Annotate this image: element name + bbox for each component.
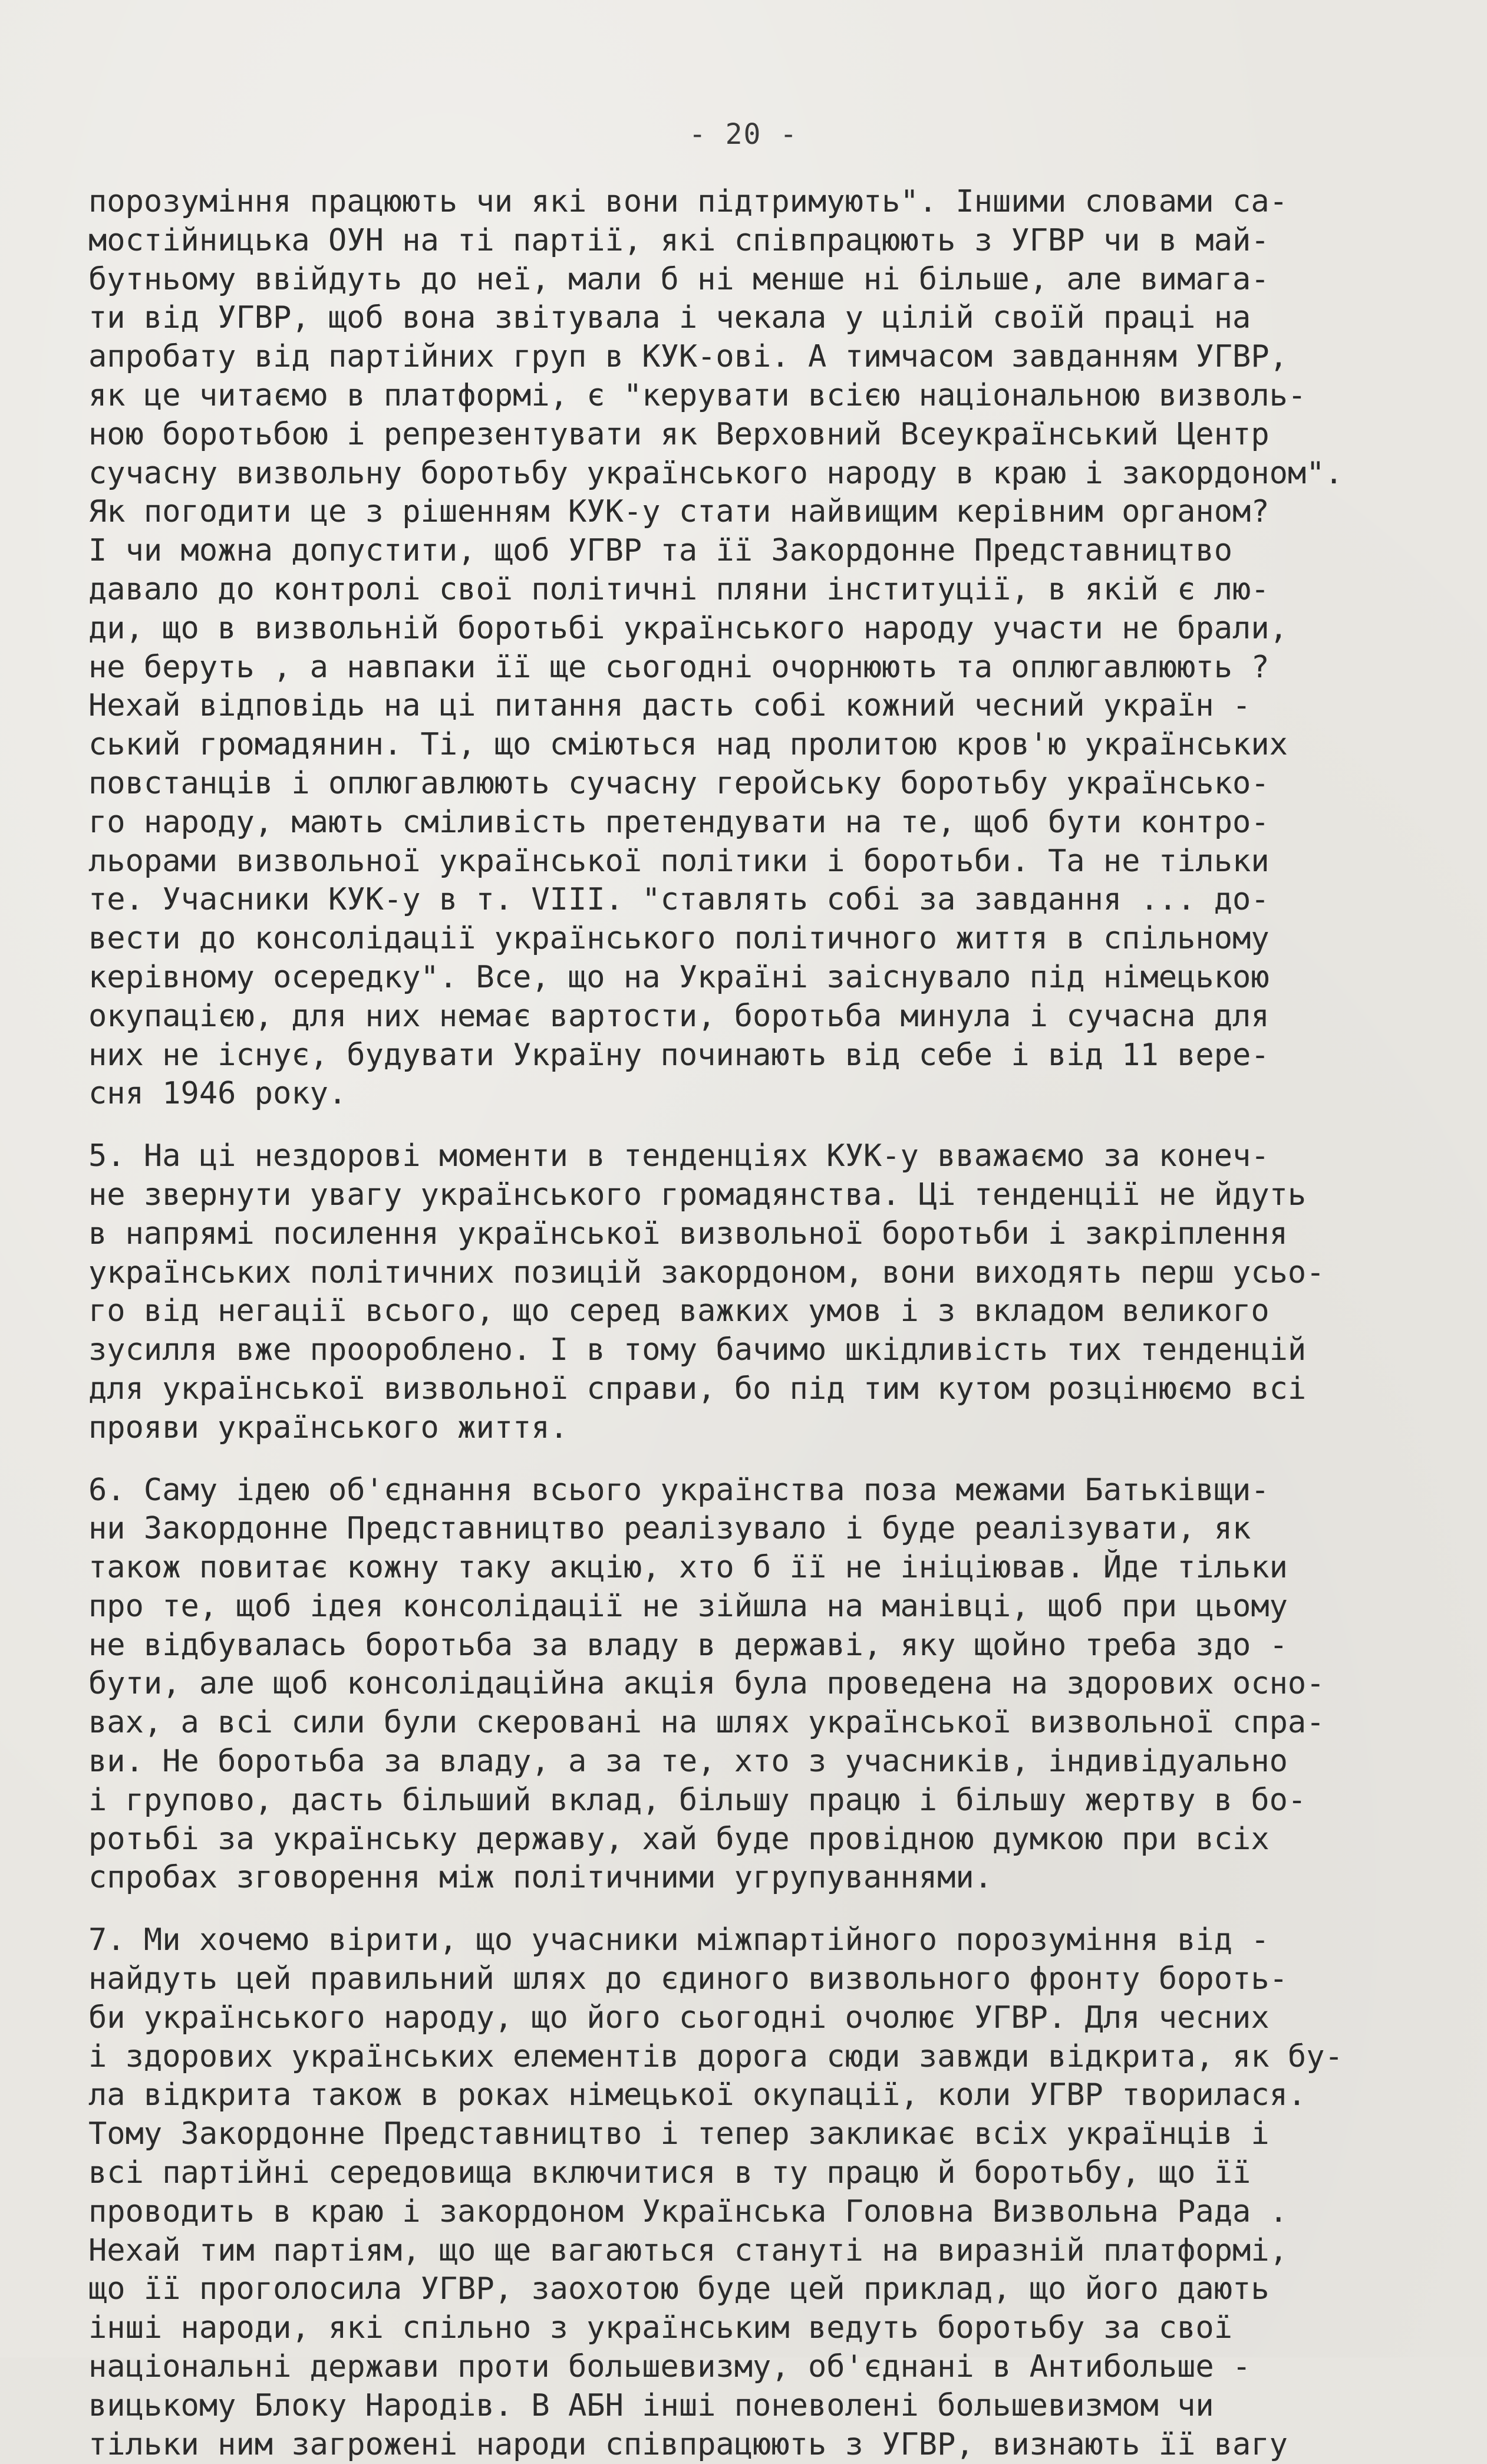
text-line: І чи можна допустити, щоб УГВР та її Закордонне Представництво — [88, 533, 1233, 569]
text-line: всі партійні середовища включитися в ту працю й боротьбу, що її — [88, 2155, 1251, 2191]
text-line: них не існує, будувати Україну починають від себе і від 11 вере- — [88, 1037, 1270, 1073]
text-line: те. Учасники КУК-у в т. VIII. "ставлять собі за завдання ... до- — [88, 882, 1270, 918]
paragraph-1 — [88, 183, 1438, 1114]
text-line: порозуміння працюють чи які вони підтримують". Іншими словами са- — [88, 184, 1288, 219]
text-line: го від негації всього, що серед важких умов і з вкладом великого — [88, 1293, 1270, 1329]
text-line: 6. Саму ідею об'єднання всього українства поза межами Батьківщи- — [88, 1472, 1270, 1508]
paragraph-gap — [88, 1448, 1438, 1471]
text-line: не звернути увагу українського громадянства. Ці тенденції не йдуть — [88, 1177, 1307, 1213]
text-line: в напрямі посилення української визвольної боротьби і закріплення — [88, 1215, 1288, 1251]
text-line: керівному осередку". Все, що на Україні заіснувало під німецькою — [88, 959, 1270, 995]
paragraph-3 — [88, 1471, 1438, 1898]
paragraph-gap — [88, 1114, 1438, 1137]
text-line: ни Закордонне Представництво реалізувало і буде реалізувати, як — [88, 1511, 1251, 1547]
text-line: ський громадянин. Ті, що сміються над пролитою кров'ю українських — [88, 727, 1288, 763]
text-line: що її проголосила УГВР, заохотою буде цей приклад, що його дають — [88, 2271, 1270, 2307]
text-line: тільки ним загрожені народи співпрацюють з УГВР, визнають її вагу — [88, 2426, 1288, 2462]
text-line: вах, а всі сили були скеровані на шлях української визвольної спра- — [88, 1705, 1325, 1741]
text-line: апробату від партійних груп в КУК-ові. А тимчасом завданням УГВР, — [88, 339, 1288, 375]
text-line: прояви українського життя. — [88, 1409, 568, 1445]
text-line: як це читаємо в платформі, є "керувати всією національною визволь- — [88, 377, 1307, 413]
text-line: ди, що в визвольній боротьбі українського народу участи не брали, — [88, 610, 1288, 646]
text-line: окупацією, для них немає вартости, боротьба минула і сучасна для — [88, 998, 1270, 1034]
text-line: і групово, дасть більший вклад, більшу працю і більшу жертву в бо- — [88, 1782, 1307, 1818]
text-line: сучасну визвольну боротьбу українського народу в краю і закордоном". — [88, 455, 1343, 491]
text-line: 7. Ми хочемо вірити, що учасники міжпартійного порозуміння від - — [88, 1922, 1270, 1958]
text-line: проводить в краю і закордоном Українська Головна Визвольна Рада . — [88, 2193, 1288, 2229]
text-line: українських політичних позицій закордоном, вони виходять перш усьо- — [88, 1254, 1325, 1290]
text-line: ти від УГВР, щоб вона звітувала і чекала у цілій своїй праці на — [88, 300, 1251, 336]
text-line: не беруть , а навпаки її ще сьогодні очорнюють та оплюгавлюють ? — [88, 649, 1270, 685]
text-line: Нехай тим партіям, що ще вагаються стануті на виразній платформі, — [88, 2232, 1288, 2268]
text-line: зусилля вже проороблено. І в тому бачимо шкідливість тих тенденцій — [88, 1332, 1307, 1368]
text-line: вицькому Блоку Народів. В АБН інші поневолені большевизмом чи — [88, 2387, 1214, 2423]
text-line: давало до контролі свої політичні пляни інституції, в якій є лю- — [88, 571, 1270, 607]
text-line: би українського народу, що його сьогодні очолює УГВР. Для чесних — [88, 1999, 1270, 2035]
text-line: повстанців і оплюгавлюють сучасну геройську боротьбу українсько- — [88, 765, 1270, 801]
text-line: також повитає кожну таку акцію, хто б її не ініціював. Йде тільки — [88, 1550, 1288, 1586]
text-line: національні держави проти большевизму, об'єднані в Антибольше - — [88, 2349, 1251, 2385]
text-line: Тому Закордонне Представництво і тепер закликає всіх українців і — [88, 2116, 1270, 2152]
text-line: сня 1946 року. — [88, 1076, 347, 1112]
text-line: і здорових українських елементів дорога сюди завжди відкрита, як бу- — [88, 2038, 1343, 2074]
text-line: ротьбі за українську державу, хай буде провідною думкою при всіх — [88, 1821, 1270, 1857]
text-line: для української визвольної справи, бо під тим кутом розцінюємо всі — [88, 1371, 1307, 1406]
text-line: не відбувалась боротьба за владу в державі, яку щойно треба здо - — [88, 1627, 1288, 1663]
text-line: льорами визвольної української політики і боротьби. Та не тільки — [88, 843, 1270, 879]
text-line: вести до консолідації українського політичного життя в спільному — [88, 921, 1270, 957]
text-line: бутньому ввійдуть до неї, мали б ні менше ні більше, але вимага- — [88, 261, 1270, 297]
text-line: Нехай відповідь на ці питання дасть собі кожний чесний україн - — [88, 688, 1251, 724]
paragraph-2 — [88, 1137, 1438, 1447]
document-body — [88, 183, 1438, 2464]
paragraph-gap — [88, 1898, 1438, 1921]
paragraph-4 — [88, 1921, 1438, 2464]
text-line: 5. На ці нездорові моменти в тенденціях КУК-у вважаємо за конеч- — [88, 1138, 1270, 1174]
text-line: мостійницька ОУН на ті партії, які співпрацюють з УГВР чи в май- — [88, 222, 1270, 258]
text-line: інші народи, які спільно з українським ведуть боротьбу за свої — [88, 2310, 1233, 2346]
text-line: ви. Не боротьба за владу, а за те, хто з учасників, індивідуально — [88, 1744, 1288, 1780]
page-number: - 20 - — [688, 118, 799, 151]
text-line: Як погодити це з рішенням КУК-у стати найвищим керівним органом? — [88, 494, 1270, 530]
text-line: спробах зговорення між політичними угрупуваннями. — [88, 1860, 993, 1896]
text-line: го народу, мають сміливість претендувати на те, щоб бути контро- — [88, 804, 1270, 840]
text-line: про те, щоб ідея консолідації не зійшла на манівці, щоб при цьому — [88, 1588, 1288, 1624]
text-line: ною боротьбою і репрезентувати як Верховний Всеукраїнський Центр — [88, 416, 1270, 452]
text-line: бути, але щоб консолідаційна акція була проведена на здорових осно- — [88, 1666, 1325, 1702]
text-line: ла відкрита також в роках німецької окупації, коли УГВР творилася. — [88, 2077, 1307, 2113]
text-line: найдуть цей правильний шлях до єдиного визвольного фронту бороть- — [88, 1961, 1288, 1997]
